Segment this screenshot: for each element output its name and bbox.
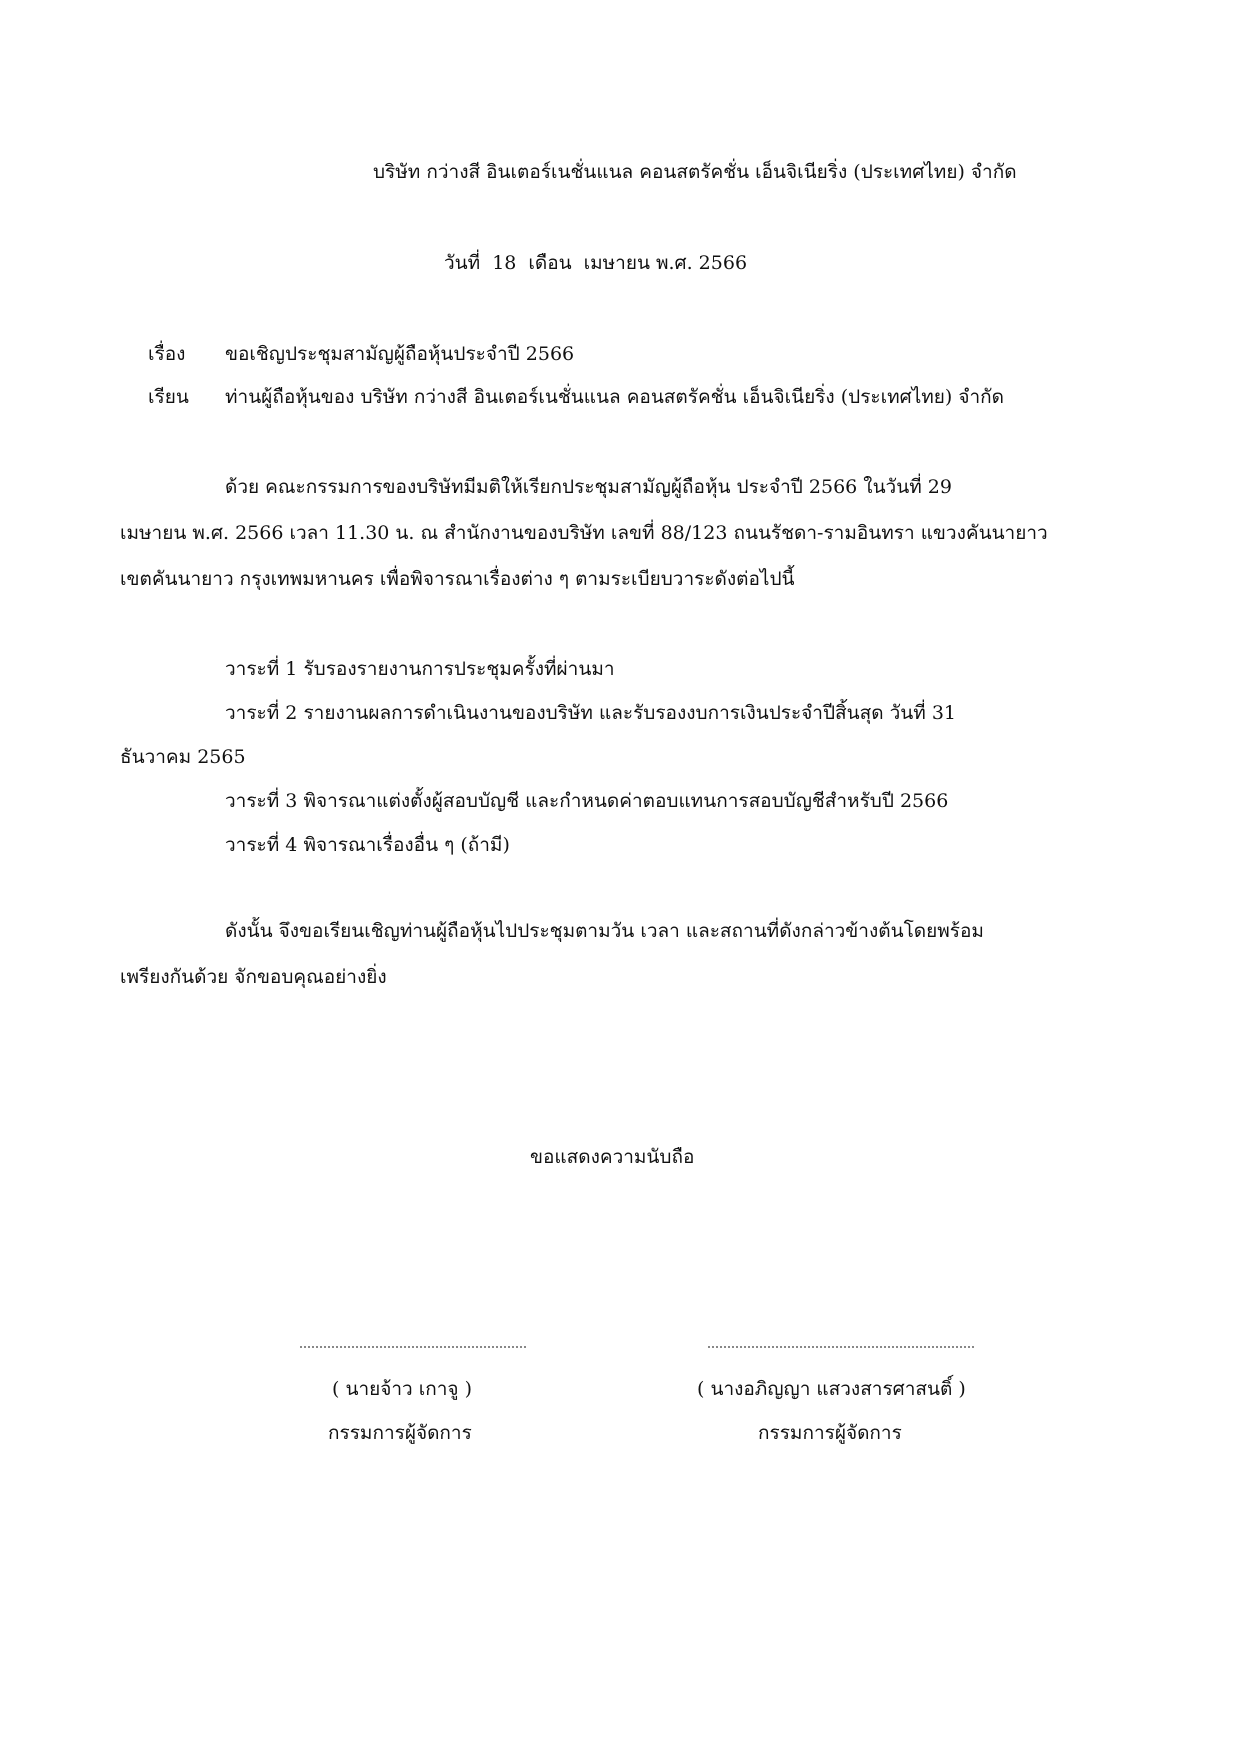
agenda-item-1: วาระที่ 1 รับรองรายงานการประชุมครั้งที่ผ่านมา — [225, 658, 615, 680]
closing-paragraph-line: เพรียงกันด้วย จักขอบคุณอย่างยิ่ง — [120, 966, 387, 988]
signatory-name-right: ( นางอภิญญา แสวงสารศาสนติ์ ) — [697, 1378, 966, 1400]
closing-paragraph-line: ดังนั้น จึงขอเรียนเชิญท่านผู้ถือหุ้นไปประชุมตามวัน เวลา และสถานที่ดังกล่าวข้างต้นโดยพร้อม — [225, 920, 984, 942]
date-month-label: เดือน — [528, 252, 572, 274]
letter-date — [444, 254, 747, 273]
body-paragraph-line: เขตคันนายาว กรุงเทพมหานคร เพื่อพิจารณาเรื่องต่าง ๆ ตามระเบียบวาระดังต่อไปนี้ — [120, 568, 795, 590]
body-paragraph-line: ด้วย คณะกรรมการของบริษัทมีมติให้เรียกประชุมสามัญผู้ถือหุ้น ประจำปี 2566 ในวันที่ 29 — [225, 476, 952, 498]
recipient-label: เรียน — [148, 386, 189, 408]
closing-salutation: ขอแสดงความนับถือ — [530, 1146, 695, 1168]
subject-text: ขอเชิญประชุมสามัญผู้ถือหุ้นประจำปี 2566 — [225, 343, 575, 365]
signatory-title-right: กรรมการผู้จัดการ — [758, 1422, 902, 1444]
signature-line-left — [300, 1346, 526, 1348]
agenda-item-4: วาระที่ 4 พิจารณาเรื่องอื่น ๆ (ถ้ามี) — [225, 834, 510, 856]
date-prefix: วันที่ — [444, 252, 481, 274]
agenda-item-3: วาระที่ 3 พิจารณาแต่งตั้งผู้สอบบัญชี และกำหนดค่าตอบแทนการสอบบัญชีสำหรับปี 2566 — [225, 790, 949, 812]
signatory-name-left: ( นายจ้าว เกาจู ) — [332, 1378, 473, 1400]
body-paragraph-line: เมษายน พ.ศ. 2566 เวลา 11.30 น. ณ สำนักงานของบริษัท เลขที่ 88/123 ถนนรัชดา-รามอินทรา แขวงคันนายาว — [120, 522, 1048, 544]
agenda-item-2: วาระที่ 2 รายงานผลการดำเนินงานของบริษัท และรับรองงบการเงินประจำปีสิ้นสุด วันที่ 31 — [225, 702, 956, 724]
recipient-text: ท่านผู้ถือหุ้นของ บริษัท กว่างสี อินเตอร์เนชั่นแนล คอนสตรัคชั่น เอ็นจิเนียริ่ง (ประเทศไทย) จำกัด — [225, 386, 1005, 408]
company-header: บริษัท กว่างสี อินเตอร์เนชั่นแนล คอนสตรัคชั่น เอ็นจิเนียริ่ง (ประเทศไทย) จำกัด — [373, 161, 1017, 183]
subject-label: เรื่อง — [148, 343, 186, 365]
signature-line-right — [708, 1346, 974, 1348]
date-month-year: เมษายน พ.ศ. 2566 — [583, 252, 748, 274]
date-day: 18 — [492, 252, 517, 274]
agenda-item-2-continuation: ธันวาคม 2565 — [120, 746, 246, 768]
signatory-title-left: กรรมการผู้จัดการ — [328, 1422, 472, 1444]
